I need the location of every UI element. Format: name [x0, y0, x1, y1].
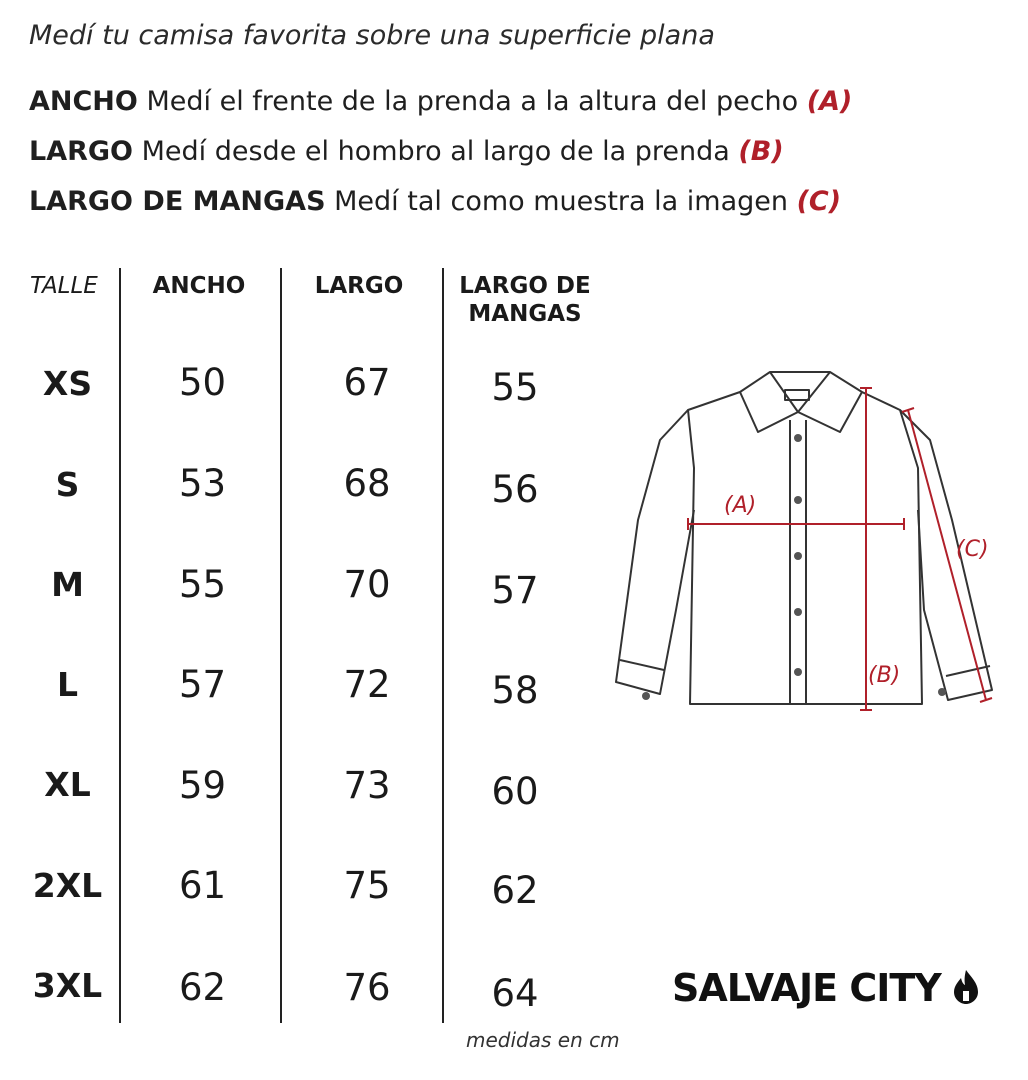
- size-label: M: [51, 565, 84, 604]
- ancho-value: 59: [178, 764, 227, 807]
- instruction-term: LARGO DE MANGAS: [29, 186, 326, 217]
- label-b: (B): [868, 663, 901, 688]
- mangas-value: 64: [491, 972, 539, 1015]
- label-a: (A): [724, 493, 757, 518]
- header-largo-de-mangas: [450, 272, 600, 328]
- mangas-value: 55: [491, 366, 539, 409]
- header-ancho: ANCHO: [152, 273, 246, 299]
- instruction-term: ANCHO: [29, 86, 138, 117]
- mangas-value: 58: [491, 669, 539, 712]
- shirt-outline: [616, 372, 992, 704]
- header-talle: TALLE: [30, 273, 98, 299]
- largo-value: 75: [343, 864, 391, 907]
- instruction-ref: (A): [806, 86, 853, 117]
- column-divider: [280, 268, 282, 1023]
- shirt-buttons: [642, 434, 946, 700]
- instruction-text: Medí el frente de la prenda a la altura del pecho: [146, 86, 799, 117]
- ancho-value: 53: [178, 462, 227, 505]
- intro-text: Medí tu camisa favorita sobre una superficie plana: [29, 20, 715, 51]
- ancho-value: 55: [178, 563, 227, 606]
- largo-value: 70: [343, 563, 391, 606]
- label-c: (C): [956, 537, 989, 562]
- instruction-ancho: [29, 86, 852, 117]
- header-largo: LARGO: [314, 273, 404, 299]
- instruction-ref: (C): [796, 186, 842, 217]
- ancho-value: 57: [178, 663, 227, 706]
- column-divider: [119, 268, 121, 1023]
- largo-value: 67: [343, 361, 391, 404]
- brand-logo: [672, 966, 979, 1010]
- mangas-value: 62: [491, 869, 539, 912]
- size-label: XL: [44, 765, 91, 804]
- instruction-largo: [29, 136, 784, 167]
- instruction-mangas: [29, 186, 841, 217]
- ancho-value: 50: [178, 361, 227, 404]
- header-mangas-line2: MANGAS: [468, 301, 582, 327]
- measure-lines: [688, 388, 992, 710]
- mangas-value: 57: [491, 569, 539, 612]
- size-label: L: [56, 665, 79, 704]
- shirt-measurement-diagram: [600, 360, 1010, 720]
- flame-icon: [953, 969, 979, 1005]
- largo-value: 76: [343, 966, 391, 1009]
- largo-value: 68: [343, 462, 391, 505]
- instruction-term: LARGO: [29, 136, 134, 167]
- size-label: 3XL: [32, 966, 103, 1005]
- footer-note: medidas en cm: [466, 1028, 620, 1052]
- brand-name: SALVAJE CITY: [672, 966, 941, 1010]
- header-mangas-line1: LARGO DE: [459, 273, 591, 299]
- largo-value: 72: [343, 663, 391, 706]
- size-label: 2XL: [32, 866, 103, 905]
- instruction-text: Medí desde el hombro al largo de la prenda: [141, 136, 730, 167]
- mangas-value: 56: [491, 468, 539, 511]
- size-label: XS: [42, 364, 93, 403]
- ancho-value: 62: [178, 966, 227, 1009]
- mangas-value: 60: [491, 770, 539, 813]
- instruction-text: Medí tal como muestra la imagen: [334, 186, 788, 217]
- ancho-value: 61: [178, 864, 227, 907]
- instruction-ref: (B): [738, 136, 784, 167]
- largo-value: 73: [343, 764, 391, 807]
- size-label: S: [55, 465, 80, 504]
